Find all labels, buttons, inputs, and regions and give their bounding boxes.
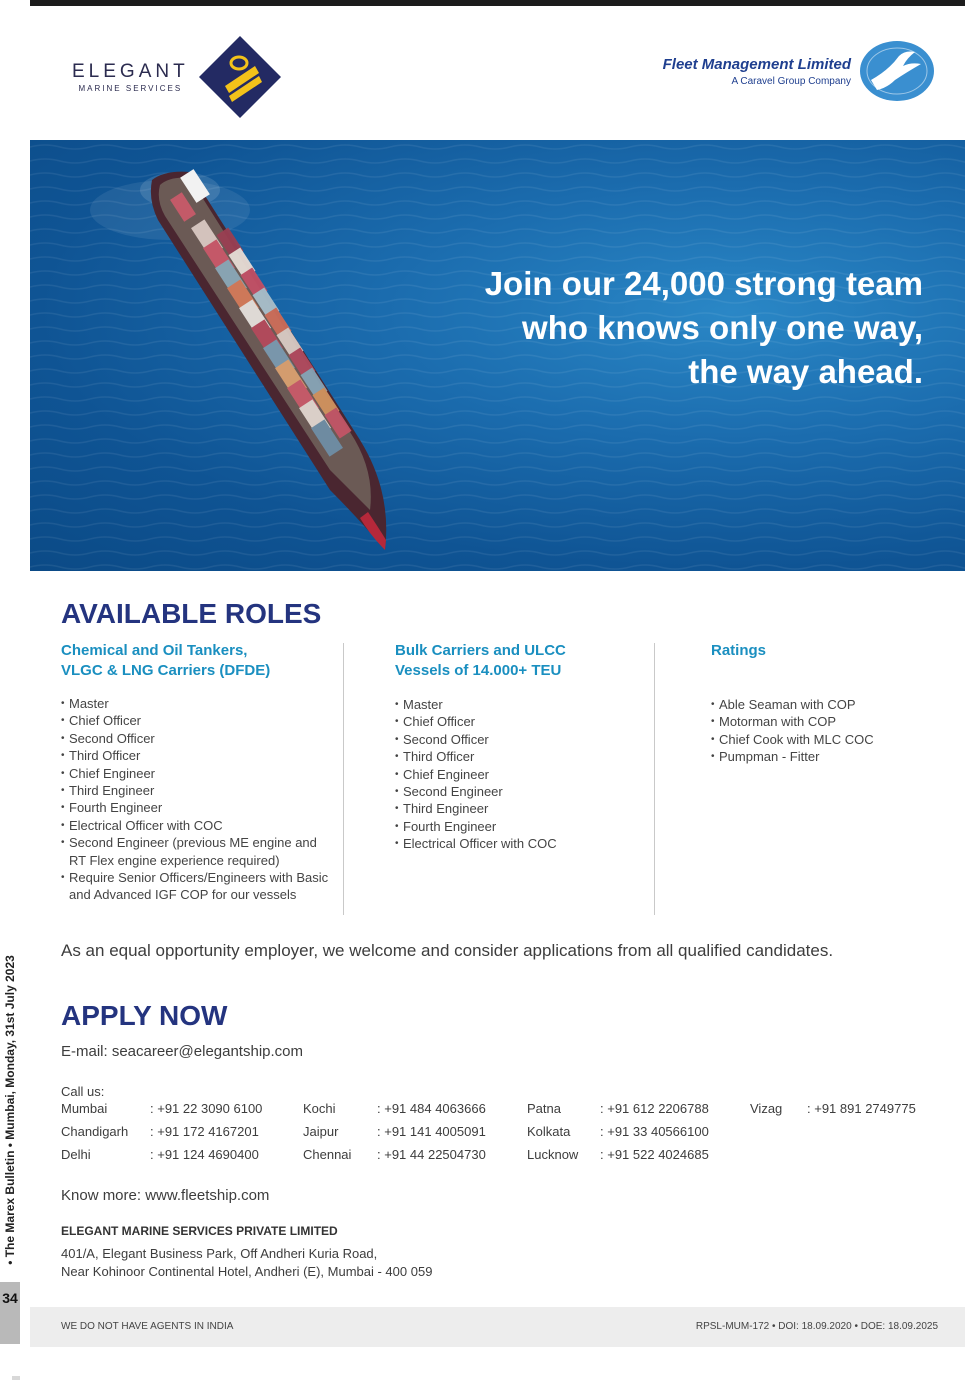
list-item: • Second Engineer (previous ME engine and RT Flex engine experience required) xyxy=(61,834,336,869)
city-label: Patna xyxy=(527,1101,561,1116)
roles-list xyxy=(711,696,941,766)
city-label: Lucknow xyxy=(527,1147,579,1162)
website-link[interactable]: Know more: www.fleetship.com xyxy=(61,1187,270,1204)
column-heading-line1: Chemical and Oil Tankers, xyxy=(61,642,248,659)
column-divider xyxy=(343,643,344,915)
column-divider xyxy=(654,643,655,915)
roles-column-ratings xyxy=(711,641,941,766)
equal-opportunity-statement: As an equal opportunity employer, we welcome and consider applications from all qualified candidates. xyxy=(61,941,834,960)
no-agents-notice: WE DO NOT HAVE AGENTS IN INDIA xyxy=(61,1321,234,1332)
list-item: • Second Officer xyxy=(61,730,336,747)
list-item: • Master xyxy=(395,696,640,713)
address-line: Near Kohinoor Continental Hotel, Andheri (E), Mumbai - 400 059 xyxy=(61,1264,433,1279)
list-item: • Second Officer xyxy=(395,731,640,748)
list-item: • Third Engineer xyxy=(61,782,336,799)
city-label: Kochi xyxy=(303,1101,336,1116)
phone-number[interactable]: : +91 124 4690400 xyxy=(150,1147,259,1162)
elegant-diamond-icon xyxy=(199,36,281,118)
fleet-logo-subtitle: A Caravel Group Company xyxy=(731,75,851,87)
column-heading-line1: Bulk Carriers and ULCC xyxy=(395,642,566,659)
page-number: 34 xyxy=(0,1282,20,1344)
list-item: • Third Officer xyxy=(61,747,336,764)
registration-info: RPSL-MUM-172 • DOI: 18.09.2020 • DOE: 18.09.2025 xyxy=(695,1321,938,1332)
list-item: • Chief Engineer xyxy=(61,765,336,782)
hero-headline: Join our 24,000 strong team who knows only one way, the way ahead. xyxy=(484,265,923,390)
phone-number[interactable]: : +91 484 4063666 xyxy=(377,1101,486,1116)
email-contact[interactable]: E-mail: seacareer@elegantship.com xyxy=(61,1043,303,1060)
list-item: • Second Engineer xyxy=(395,783,640,800)
city-label: Chennai xyxy=(303,1147,352,1162)
list-item: • Chief Officer xyxy=(395,713,640,730)
publication-sidebar xyxy=(0,940,20,1280)
city-label: Mumbai xyxy=(61,1101,108,1116)
company-name: ELEGANT MARINE SERVICES PRIVATE LIMITED xyxy=(61,1224,338,1238)
phone-number[interactable]: : +91 44 22504730 xyxy=(377,1147,486,1162)
roles-list xyxy=(395,696,640,853)
city-label: Chandigarh xyxy=(61,1124,129,1139)
phone-number[interactable]: : +91 141 4005091 xyxy=(377,1124,486,1139)
fleet-bird-icon xyxy=(859,40,935,102)
city-label: Delhi xyxy=(61,1147,91,1162)
phone-number[interactable]: : +91 891 2749775 xyxy=(807,1101,916,1116)
footer-bar xyxy=(30,1307,965,1347)
column-heading-line2: VLGC & LNG Carriers (DFDE) xyxy=(61,662,271,679)
roles-column-bulk-carriers xyxy=(395,641,640,853)
list-item: • Third Engineer xyxy=(395,800,640,817)
publication-line: • The Marex Bulletin • Mumbai, Monday, 31st July 2023 xyxy=(3,955,17,1265)
fleet-logo-name: Fleet Management Limited xyxy=(662,55,851,73)
call-us-label: Call us: xyxy=(61,1084,105,1099)
column-heading-line2: Vessels of 14.000+ TEU xyxy=(395,662,562,679)
column-heading-line1: Ratings xyxy=(711,642,767,659)
list-item: • Electrical Officer with COC xyxy=(61,817,336,834)
list-item: • Able Seaman with COP xyxy=(711,696,941,713)
elegant-logo-name: ELEGANT xyxy=(72,61,189,82)
company-address xyxy=(61,1245,432,1281)
address-line: 401/A, Elegant Business Park, Off Andheri Kuria Road, xyxy=(61,1246,378,1261)
apply-now-title: APPLY NOW xyxy=(61,1000,228,1031)
list-item: • Require Senior Officers/Engineers with Basic and Advanced IGF COP for our vessels xyxy=(61,869,336,904)
city-label: Kolkata xyxy=(527,1124,571,1139)
city-label: Vizag xyxy=(750,1101,783,1116)
list-item: • Electrical Officer with COC xyxy=(395,835,640,852)
available-roles-title: AVAILABLE ROLES xyxy=(61,598,322,629)
corner-mark xyxy=(12,1376,20,1380)
list-item: • Chief Cook with MLC COC xyxy=(711,731,941,748)
list-item: • Pumpman - Fitter xyxy=(711,748,941,765)
roles-column-tankers xyxy=(61,641,336,904)
phone-number[interactable]: : +91 522 4024685 xyxy=(600,1147,709,1162)
phone-number[interactable]: : +91 612 2206788 xyxy=(600,1101,709,1116)
list-item: • Chief Officer xyxy=(61,712,336,729)
list-item: • Motorman with COP xyxy=(711,713,941,730)
phone-number[interactable]: : +91 33 40566100 xyxy=(600,1124,709,1139)
elegant-logo-subtitle: MARINE SERVICES xyxy=(78,84,183,93)
city-label: Jaipur xyxy=(303,1124,339,1139)
phone-number[interactable]: : +91 22 3090 6100 xyxy=(150,1101,263,1116)
phone-number[interactable]: : +91 172 4167201 xyxy=(150,1124,259,1139)
list-item: • Third Officer xyxy=(395,748,640,765)
roles-list xyxy=(61,695,336,904)
list-item: • Master xyxy=(61,695,336,712)
fleet-management-logo xyxy=(663,40,935,102)
list-item: • Chief Engineer xyxy=(395,766,640,783)
top-rule xyxy=(30,0,965,6)
elegant-marine-logo xyxy=(72,36,281,118)
list-item: • Fourth Engineer xyxy=(61,799,336,816)
list-item: • Fourth Engineer xyxy=(395,818,640,835)
hero-ocean-image xyxy=(30,140,965,571)
